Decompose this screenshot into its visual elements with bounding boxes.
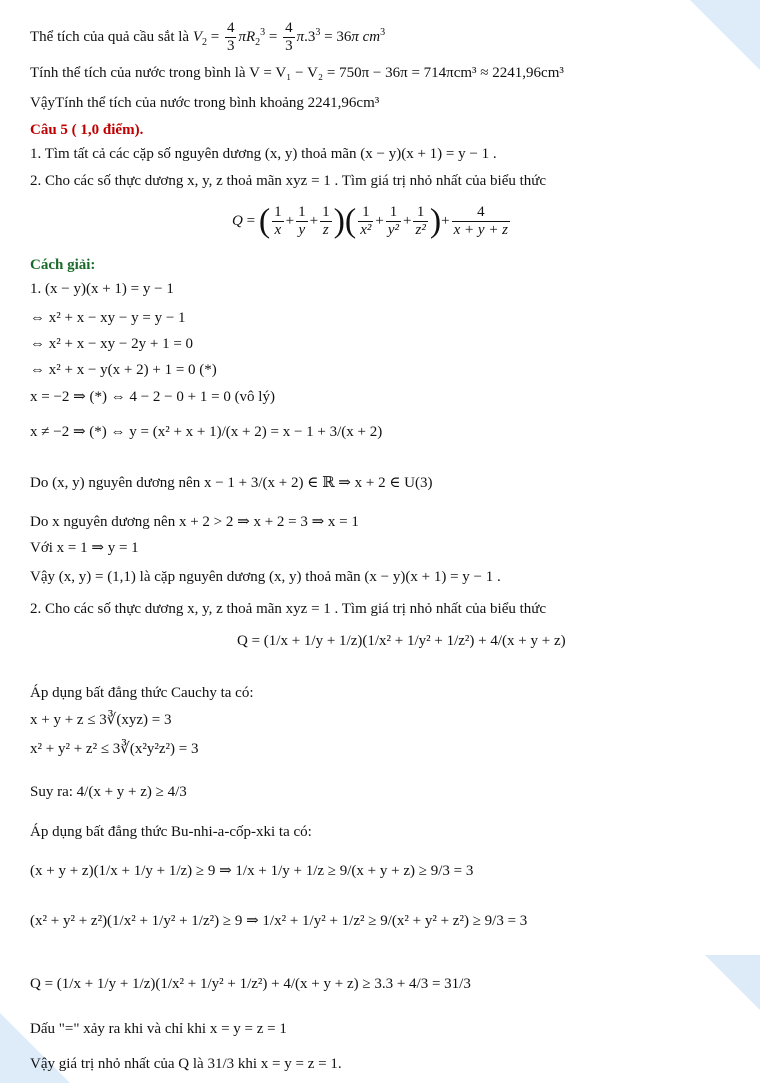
- cauchy-intro: Áp dụng bất đẳng thức Cauchy ta có:: [30, 685, 254, 701]
- equality-condition: Dấu "=" xảy ra khi và chỉ khi x = y = z = 1: [30, 1021, 287, 1037]
- solution-step-6: x ≠ −2 ⇒ (*) ⇔ y = (x² + x + 1)/(x + 2) = x − 1 + 3/(x + 2): [30, 424, 383, 440]
- solution-step-3: ⇔ x² + x − xy − 2y + 1 = 0: [30, 336, 194, 352]
- final-conclusion: Vậy giá trị nhỏ nhất của Q là 31/3 khi x = y = z = 1.: [30, 1056, 342, 1072]
- bunhia-ineq-2: (x² + y² + z²)(1/x² + 1/y² + 1/z²) ≥ 9 ⇒ 1/x² + 1/y² + 1/z² ≥ 9/(x² + y² + z²) ≥ 9/3 = 3: [30, 913, 528, 929]
- final-Q-bound: Q = (1/x + 1/y + 1/z)(1/x² + 1/y² + 1/z²) + 4/(x + y + z) ≥ 3.3 + 4/3 = 31/3: [30, 976, 471, 992]
- line-conclusion-water: VậyTính thể tích của nước trong bình khoảng 2241,96cm³: [30, 95, 380, 111]
- line-water-volume: Tính thể tích của nước trong bình là V = V₁ − V₂ = 750π − 36π = 714πcm³ ≈ 2241,96cm³: [30, 65, 564, 81]
- bunhia-ineq-1: (x + y + z)(1/x + 1/y + 1/z) ≥ 9 ⇒ 1/x + 1/y + 1/z ≥ 9/(x + y + z) ≥ 9/3 = 3: [30, 863, 474, 879]
- corner-decoration-top-right: [690, 0, 760, 70]
- cauchy-ineq-2: x² + y² + z² ≤ 3∛(x²y²z²) = 3: [30, 741, 199, 757]
- corner-decoration-right: [705, 955, 760, 1010]
- cauchy-result: Suy ra: 4/(x + y + z) ≥ 4/3: [30, 784, 187, 800]
- solution-step-2: ⇔ x² + x − xy − y = y − 1: [30, 310, 186, 326]
- solution-step-4: ⇔ x² + x − y(x + 2) + 1 = 0 (*): [30, 362, 217, 378]
- solution-step-7: Do (x, y) nguyên dương nên x − 1 + 3/(x + 2) ∈ ℝ ⇒ x + 2 ∈ U(3): [30, 475, 433, 491]
- heading-question-5: Câu 5 ( 1,0 điểm).: [30, 122, 144, 138]
- solution-step-8: Do x nguyên dương nên x + 2 > 2 ⇒ x + 2 = 3 ⇒ x = 1: [30, 514, 359, 530]
- cauchy-ineq-1: x + y + z ≤ 3∛(xyz) = 3: [30, 712, 172, 728]
- bunhia-intro: Áp dụng bất đẳng thức Bu-nhi-a-cốp-xki ta có:: [30, 824, 312, 840]
- solution-step-5: x = −2 ⇒ (*) ⇔ 4 − 2 − 0 + 1 = 0 (vô lý): [30, 389, 275, 405]
- formula-Q-restated: Q = (1/x + 1/y + 1/z)(1/x² + 1/y² + 1/z²) + 4/(x + y + z): [237, 633, 566, 649]
- line-sphere-volume: Thể tích của quả cầu sắt là $V_2$ = $\frac{4}{3}$ $\pi R_2^3$ = $\frac{4}{3}$ $\pi.3^3 = 36\pi$ $cm^3$: [30, 20, 386, 54]
- solution-step-9: Với x = 1 ⇒ y = 1: [30, 540, 139, 556]
- question-part-1: 1. Tìm tất cả các cặp số nguyên dương (x, y) thoả mãn (x − y)(x + 1) = y − 1 .: [30, 146, 497, 162]
- solution-step-10: Vậy (x, y) = (1,1) là cặp nguyên dương (x, y) thoả mãn (x − y)(x + 1) = y − 1 .: [30, 569, 501, 585]
- part-2-restated: 2. Cho các số thực dương x, y, z thoả mãn xyz = 1 . Tìm giá trị nhỏ nhất của biểu thức: [30, 601, 547, 617]
- solution-step-1: 1. (x − y)(x + 1) = y − 1: [30, 281, 174, 297]
- formula-Q-question: Q = ( $\frac{1}{x}$ + $\frac{1}{y}$ + $\frac{1}{z}$ )( $\frac{1}{\text{x²}}$ + $\frac{1}{\text{y²}}$ + $\frac{1}{\text{z²}}$ )+ $\frac{4}{x + y + z}$: [232, 202, 509, 240]
- heading-solution: Cách giải:: [30, 257, 96, 273]
- question-part-2: 2. Cho các số thực dương x, y, z thoả mãn xyz = 1 . Tìm giá trị nhỏ nhất của biểu thức: [30, 173, 547, 189]
